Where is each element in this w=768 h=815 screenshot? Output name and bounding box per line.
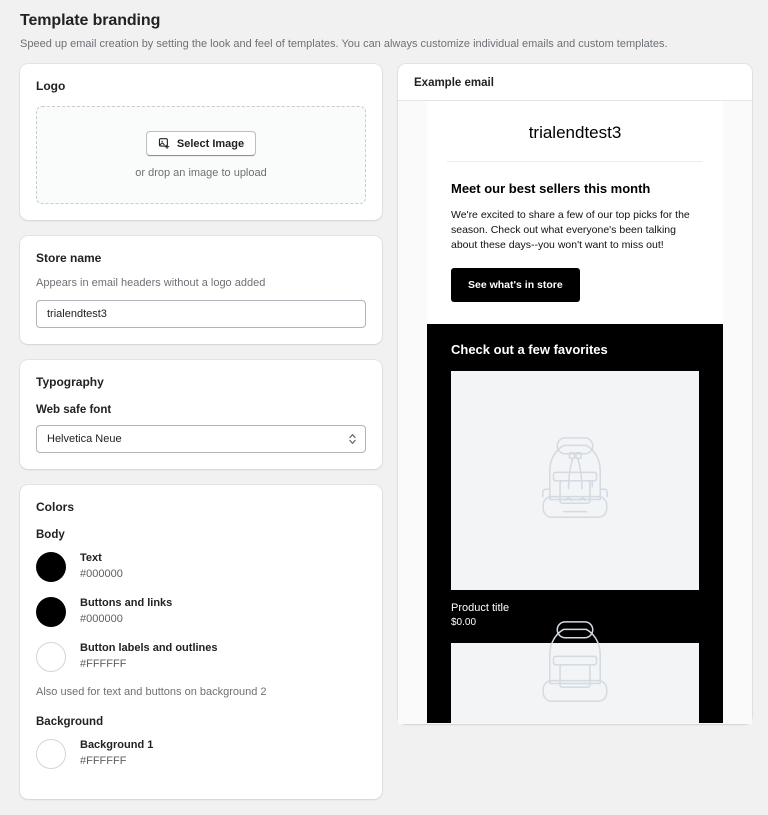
drop-hint-text: or drop an image to upload bbox=[135, 167, 267, 179]
image-plus-icon bbox=[158, 137, 171, 150]
swatch-row bbox=[36, 738, 366, 769]
swatch-label: Buttons and links bbox=[80, 597, 173, 609]
swatch-hex: #000000 bbox=[80, 568, 123, 580]
swatch-hex: #FFFFFF bbox=[80, 755, 127, 767]
example-email-title: Example email bbox=[398, 64, 752, 101]
email-favorites-section bbox=[427, 324, 723, 723]
settings-column bbox=[20, 64, 382, 815]
colors-card bbox=[20, 485, 382, 799]
example-email-card bbox=[398, 64, 752, 724]
body-group-label: Body bbox=[36, 529, 65, 541]
web-safe-font-select[interactable] bbox=[36, 425, 366, 453]
swatch-hex: #000000 bbox=[80, 613, 123, 625]
logo-dropzone[interactable] bbox=[36, 106, 366, 204]
email-preview-stage bbox=[398, 101, 752, 724]
email-brand-name: trialendtest3 bbox=[528, 123, 622, 142]
product-image-placeholder bbox=[451, 643, 699, 723]
email-body bbox=[427, 101, 723, 723]
swatch-row bbox=[36, 596, 366, 627]
swatch-hex: #FFFFFF bbox=[80, 658, 127, 670]
color-swatch-background-1[interactable] bbox=[36, 739, 66, 769]
store-name-help: Appears in email headers without a logo added bbox=[36, 277, 266, 289]
page-subtitle: Speed up email creation by setting the look and feel of templates. You can always customize individual emails and custom templates. bbox=[20, 38, 668, 50]
swatch-row bbox=[36, 551, 366, 582]
swatch-label: Text bbox=[80, 552, 102, 564]
logo-card bbox=[20, 64, 382, 220]
swatch-label: Background 1 bbox=[80, 739, 154, 751]
typography-card-title: Typography bbox=[36, 375, 104, 389]
store-name-card bbox=[20, 236, 382, 344]
store-name-card-title: Store name bbox=[36, 251, 102, 265]
backpack-placeholder-icon bbox=[519, 422, 631, 539]
color-swatch-button-labels-and-outlines[interactable] bbox=[36, 642, 66, 672]
store-name-input[interactable] bbox=[36, 300, 366, 328]
button-labels-note: Also used for text and buttons on background 2 bbox=[36, 686, 267, 698]
color-swatch-buttons-and-links[interactable] bbox=[36, 597, 66, 627]
email-paragraph: We're excited to share a few of our top picks for the season. Check out what everyone's been talking about these days--you won't want to miss out! bbox=[451, 209, 690, 251]
email-favorites-heading: Check out a few favorites bbox=[451, 342, 608, 357]
product-price: $0.00 bbox=[451, 617, 477, 628]
content-columns bbox=[0, 52, 768, 815]
product-title: Product title bbox=[451, 602, 510, 614]
select-image-button[interactable] bbox=[146, 131, 256, 156]
preview-column bbox=[398, 64, 752, 724]
colors-card-title: Colors bbox=[36, 500, 75, 514]
typography-card bbox=[20, 360, 382, 469]
email-heading: Meet our best sellers this month bbox=[451, 181, 651, 196]
logo-card-title: Logo bbox=[36, 79, 66, 93]
select-image-label: Select Image bbox=[176, 137, 245, 150]
page-header bbox=[0, 0, 768, 52]
backpack-placeholder-icon bbox=[519, 606, 631, 723]
color-swatch-text[interactable] bbox=[36, 552, 66, 582]
email-cta-button[interactable]: See what's in store bbox=[451, 268, 580, 302]
swatch-label: Button labels and outlines bbox=[80, 642, 218, 654]
swatch-row bbox=[36, 641, 366, 672]
product-image-placeholder bbox=[451, 371, 699, 590]
web-safe-font-label: Web safe font bbox=[36, 404, 112, 416]
background-group-label: Background bbox=[36, 716, 104, 728]
page-title: Template branding bbox=[20, 12, 161, 29]
email-intro-section bbox=[427, 162, 723, 324]
web-safe-font-value: Helvetica Neue bbox=[47, 433, 122, 445]
